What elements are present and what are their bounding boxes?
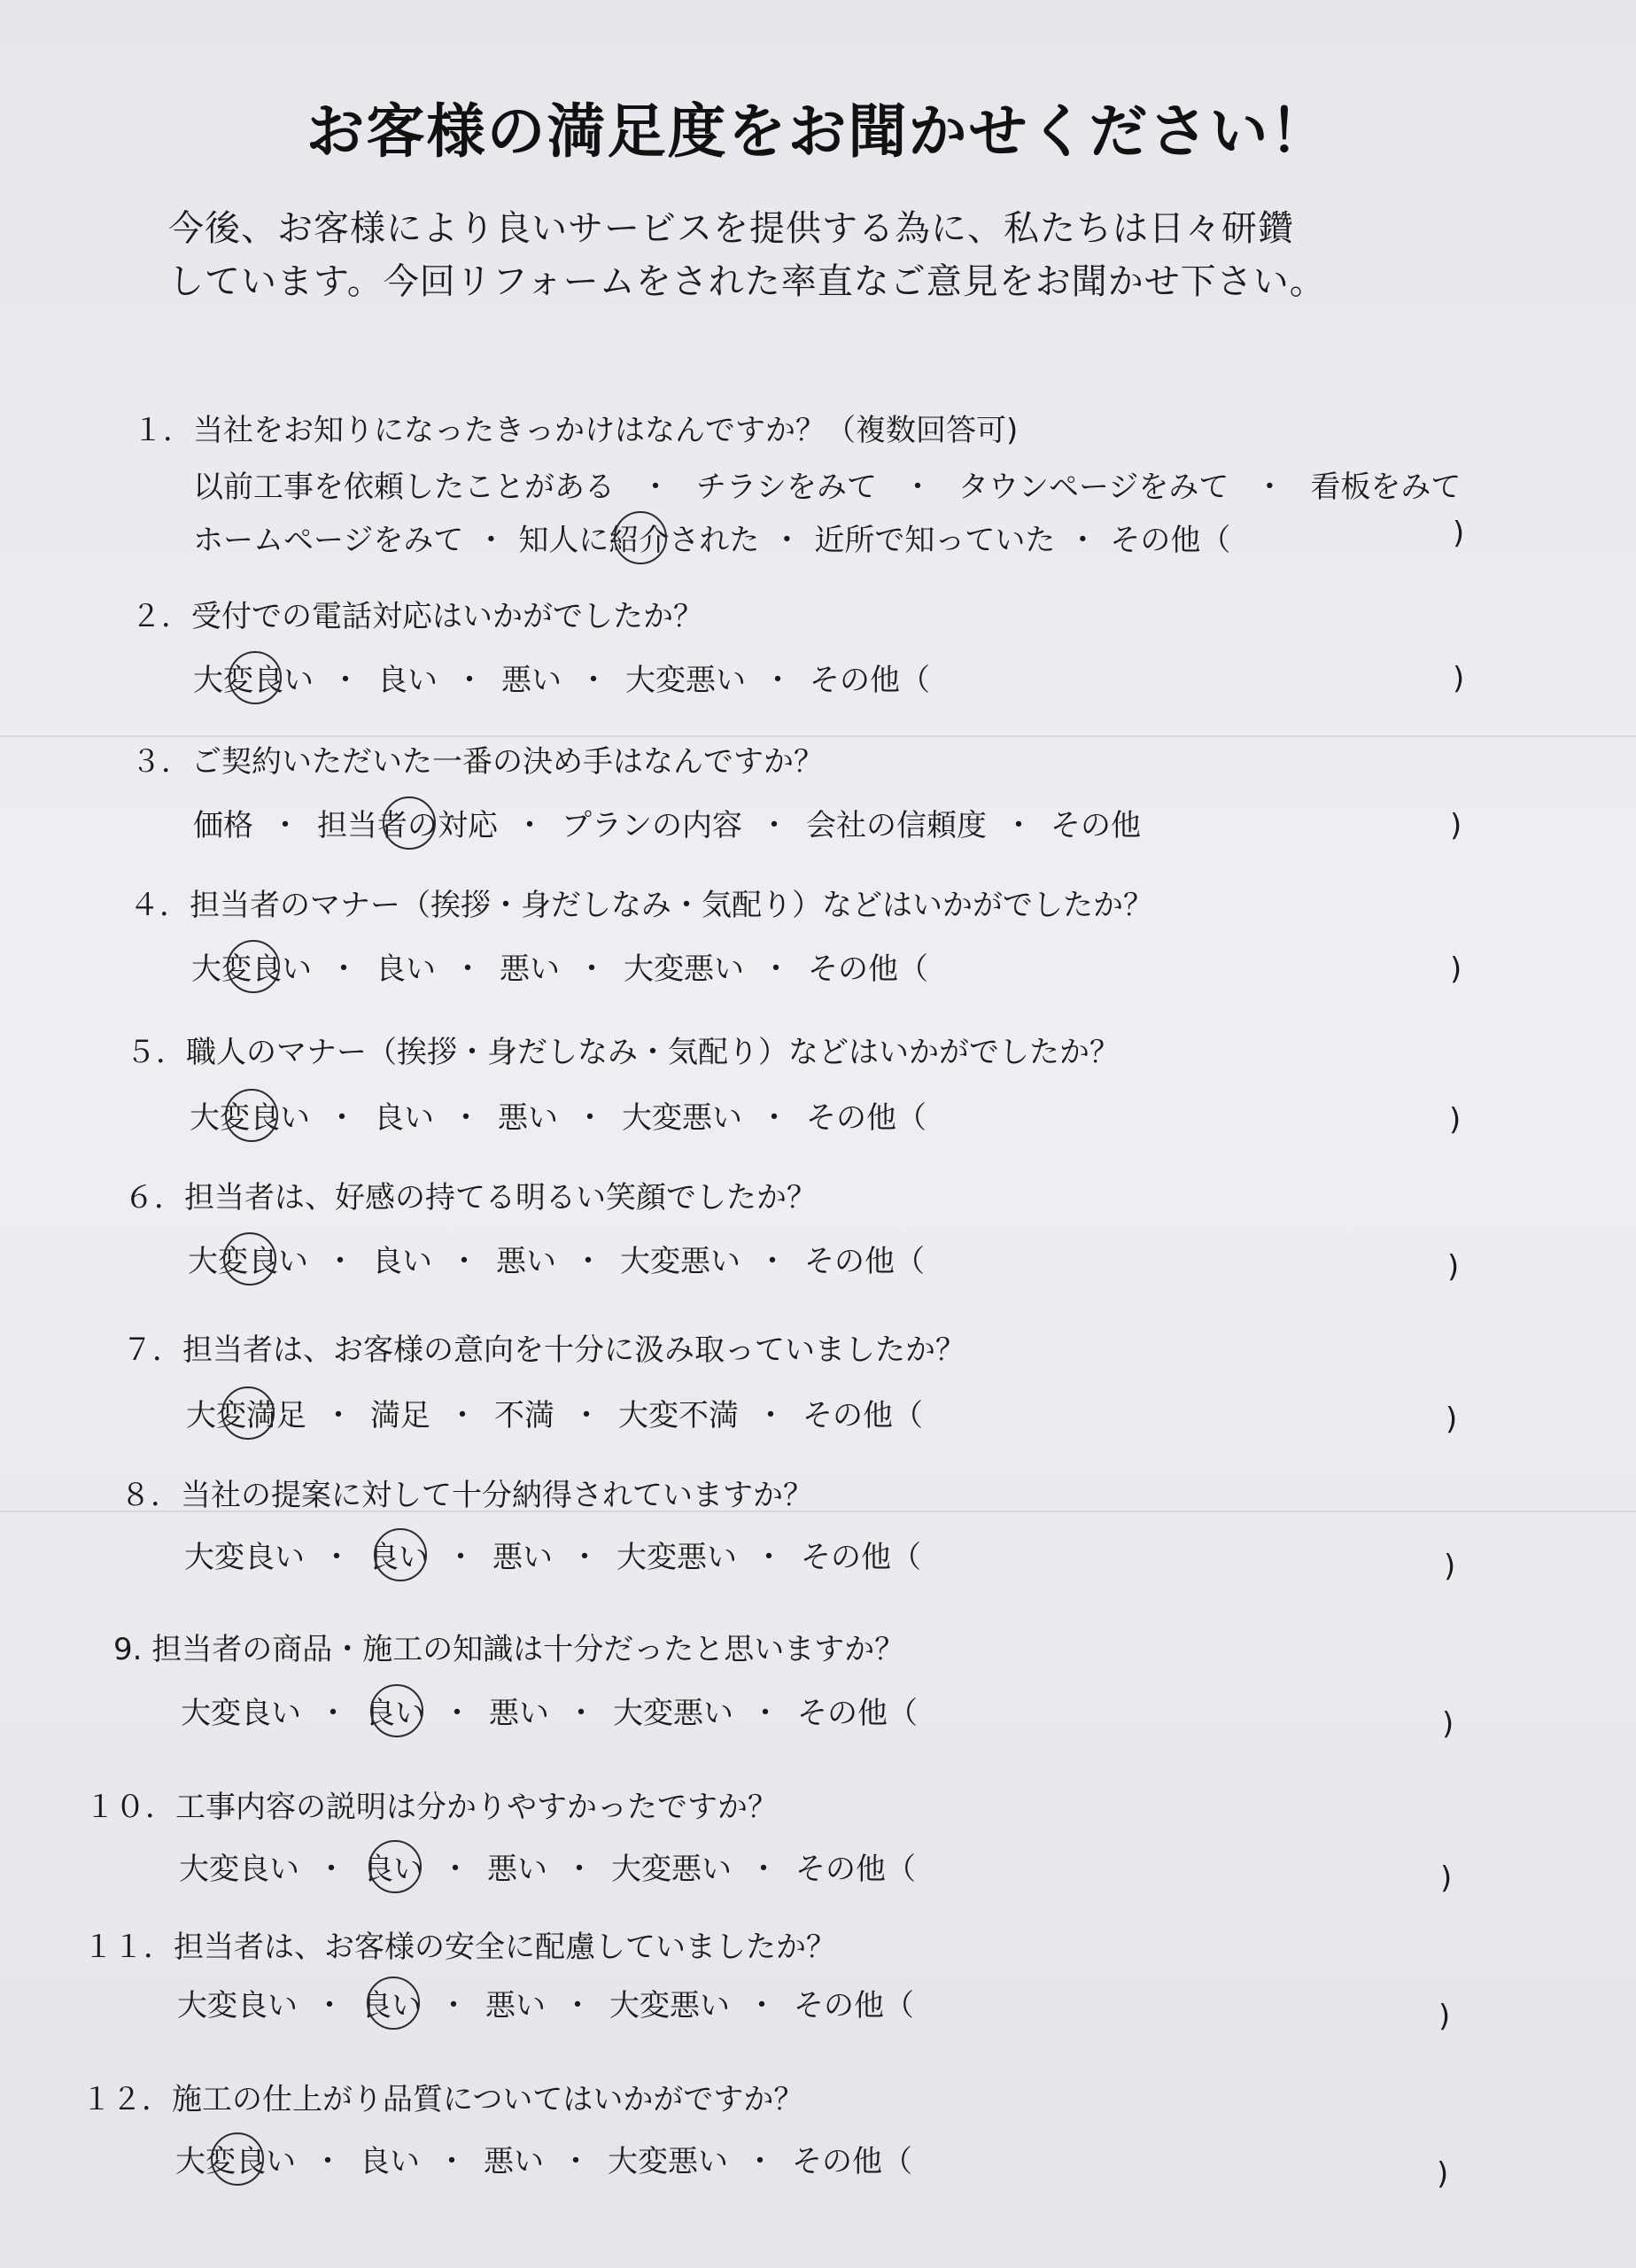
option-separator: ・ (442, 1696, 472, 1731)
option-separator: ・ (515, 808, 545, 843)
option-separator: ・ (449, 1244, 479, 1279)
answer-option[interactable]: 大変良い (175, 2137, 296, 2180)
answer-option[interactable]: その他（ (795, 1852, 916, 1887)
option-separator: ・ (561, 2144, 591, 2179)
handwritten-circle-mark (383, 796, 436, 850)
answer-option[interactable]: 悪い (492, 1540, 553, 1575)
answer-option[interactable]: 悪い (487, 1852, 547, 1887)
answer-option[interactable]: 悪い (500, 951, 560, 987)
option-separator: ・ (446, 1540, 476, 1575)
question-text: ６．担当者は、好感の持てる明るい笑顔でしたか？ (124, 1180, 817, 1216)
closing-parenthesis: ) (1437, 2156, 1449, 2192)
answer-option[interactable]: 看板をみて (1310, 470, 1462, 505)
handwritten-circle-mark (223, 1232, 276, 1285)
closing-parenthesis: ) (1450, 808, 1462, 843)
option-separator: ・ (903, 470, 933, 505)
question-text: ２．受付での電話対応はいかがでしたか？ (131, 599, 703, 634)
option-separator: ・ (573, 1244, 603, 1279)
answer-option[interactable]: 悪い (484, 2144, 544, 2179)
answer-options (186, 1391, 923, 1434)
page-title: お客様の満足度をお聞かせください！ (306, 97, 1330, 166)
answer-option[interactable]: 悪い (489, 1696, 549, 1731)
option-separator: ・ (763, 663, 793, 698)
answer-options (193, 801, 1141, 844)
question-text: １．当社をお知りになったきっかけはなんですか？（複数回答可) (133, 413, 1019, 448)
answer-option[interactable]: プランの内容 (562, 808, 742, 843)
answer-options (190, 1093, 927, 1137)
answer-option[interactable]: その他（ (797, 1696, 918, 1731)
answer-option[interactable]: 悪い (498, 1100, 558, 1136)
option-separator: ・ (454, 663, 485, 698)
question-text: ７．担当者は、お客様の意向を十分に汲み取っていましたか？ (122, 1332, 965, 1368)
answer-option[interactable]: その他（ (806, 1100, 927, 1136)
option-separator: ・ (451, 1100, 481, 1136)
answer-option[interactable]: 担当者の対応 (317, 801, 498, 844)
option-separator: ・ (447, 1398, 477, 1433)
option-separator: ・ (322, 1540, 352, 1575)
answer-option[interactable]: 悪い (496, 1244, 556, 1279)
answer-option[interactable]: 大変悪い (608, 2144, 728, 2179)
option-separator: ・ (771, 523, 802, 558)
closing-parenthesis: ) (1447, 1249, 1460, 1285)
option-separator: ・ (440, 1852, 470, 1887)
option-separator: ・ (476, 523, 507, 558)
answer-option[interactable]: 良い (376, 951, 436, 987)
answer-options (193, 462, 1461, 506)
option-separator: ・ (437, 2144, 467, 2179)
question-text: １１．担当者は、お客様の安全に配慮していましたか？ (83, 1930, 836, 1965)
answer-options (193, 656, 930, 699)
closing-parenthesis: ) (1446, 1402, 1458, 1437)
answer-option[interactable]: 良い (374, 1100, 434, 1136)
question-text: 9. 担当者の商品・施工の知識は十分だったと思いますか？ (113, 1632, 905, 1667)
option-separator: ・ (1004, 808, 1034, 843)
answer-option[interactable]: 大変良い (177, 1988, 298, 2023)
answer-option[interactable]: 以前工事を依頼したことがある (193, 470, 615, 505)
answer-option[interactable]: 近所で知っていた (814, 523, 1056, 558)
answer-option[interactable]: 大変良い (188, 1237, 308, 1280)
intro-text (168, 202, 1497, 308)
answer-option[interactable]: 良い (372, 1244, 432, 1279)
option-separator: ・ (562, 1988, 593, 2023)
intro-line: しています。今回リフォームをされた率直なご意見をお聞かせ下さい。 (168, 261, 1326, 302)
question-text: １０．工事内容の説明は分かりやすかったですか？ (85, 1790, 778, 1825)
option-separator: ・ (329, 951, 359, 987)
answer-option[interactable]: 大変悪い (613, 1696, 733, 1731)
option-separator: ・ (438, 1988, 469, 2023)
option-separator: ・ (759, 808, 789, 843)
answer-option[interactable]: タウンページをみて (958, 470, 1229, 505)
answer-option[interactable]: 大変悪い (622, 1100, 742, 1136)
answer-option[interactable]: その他（ (794, 1988, 914, 2023)
option-separator: ・ (318, 1696, 348, 1731)
option-separator: ・ (564, 1852, 594, 1887)
answer-option[interactable]: その他（ (804, 1244, 925, 1279)
option-separator: ・ (325, 1244, 355, 1279)
answer-options (191, 944, 928, 988)
closing-parenthesis: ) (1449, 1102, 1462, 1138)
answer-option[interactable]: 大変悪い (624, 951, 744, 987)
answer-option[interactable]: 大変悪い (611, 1852, 732, 1887)
option-separator: ・ (575, 1100, 605, 1136)
option-separator: ・ (270, 808, 300, 843)
question-text: ３．ご契約いただいた一番の決め手はなんですか？ (131, 744, 824, 780)
answer-option[interactable]: 満足 (370, 1398, 430, 1433)
question-text: ４．担当者のマナー（挨拶・身だしなみ・気配り）などはいかがでしたか？ (129, 888, 1153, 923)
option-separator: ・ (323, 1398, 353, 1433)
answer-option[interactable]: 大変満足 (186, 1391, 306, 1434)
answer-option[interactable]: 大変良い (190, 1093, 310, 1137)
question-text: ８．当社の提案に対して十分納得されていますか？ (120, 1478, 813, 1513)
answer-options (181, 1689, 918, 1732)
answer-option[interactable]: 大変悪い (620, 1244, 740, 1279)
option-separator: ・ (316, 1852, 346, 1887)
option-separator: ・ (578, 663, 609, 698)
option-separator: ・ (761, 951, 791, 987)
answer-option[interactable]: 良い (377, 663, 438, 698)
question-text: ５．職人のマナー（挨拶・身だしなみ・気配り）などはいかがでしたか？ (126, 1035, 1120, 1070)
closing-parenthesis: ) (1438, 1999, 1451, 2034)
closing-parenthesis: ) (1440, 1860, 1453, 1896)
option-separator: ・ (748, 1852, 779, 1887)
answer-option[interactable]: その他（ (1110, 523, 1231, 558)
answer-option[interactable]: 会社の信頼度 (806, 808, 987, 843)
answer-option[interactable]: 良い (361, 1981, 422, 2024)
answer-option[interactable]: 悪い (501, 663, 562, 698)
answer-option[interactable]: 大変悪い (625, 663, 746, 698)
option-separator: ・ (566, 1696, 596, 1731)
answer-options (179, 1845, 916, 1888)
intro-line: 今後、お客様により良いサービスを提供する為に、私たちは日々研鑽 (168, 208, 1294, 249)
option-separator: ・ (313, 2144, 343, 2179)
closing-parenthesis: ) (1442, 1706, 1454, 1742)
option-separator: ・ (314, 1988, 345, 2023)
answer-option[interactable]: 大変良い (179, 1852, 299, 1887)
handwritten-circle-mark (370, 1684, 423, 1737)
answer-options (177, 1981, 914, 2024)
option-separator: ・ (1254, 470, 1285, 505)
answer-option[interactable]: 良い (363, 1845, 423, 1888)
closing-parenthesis: ) (1450, 951, 1462, 987)
option-separator: ・ (745, 2144, 775, 2179)
answer-option[interactable]: その他（ (801, 1540, 921, 1575)
answer-option[interactable]: 大変悪い (616, 1540, 737, 1575)
answer-options (188, 1237, 925, 1280)
answer-option[interactable]: チラシをみて (696, 470, 877, 505)
closing-parenthesis: ) (1444, 1549, 1456, 1584)
option-separator: ・ (757, 1244, 787, 1279)
option-separator: ・ (327, 1100, 357, 1136)
handwritten-circle-mark (225, 1089, 278, 1142)
answer-option[interactable]: その他（ (792, 2144, 912, 2179)
answer-option[interactable]: その他（ (808, 951, 928, 987)
option-separator: ・ (571, 1398, 601, 1433)
handwritten-circle-mark (367, 1977, 420, 2030)
option-separator: ・ (747, 1988, 777, 2023)
answer-option[interactable]: 大変悪い (609, 1988, 730, 2023)
handwritten-circle-mark (221, 1386, 275, 1440)
closing-parenthesis: ) (1453, 516, 1465, 551)
handwritten-circle-mark (374, 1528, 427, 1581)
answer-options (193, 516, 1230, 559)
answer-option[interactable]: その他 (1051, 808, 1141, 843)
answer-options (175, 2137, 912, 2180)
handwritten-circle-mark (614, 511, 667, 564)
option-separator: ・ (453, 951, 483, 987)
answer-option[interactable]: 悪い (485, 1988, 546, 2023)
answer-option[interactable]: 知人に紹介された (518, 516, 759, 559)
answer-option[interactable]: 大変良い (184, 1540, 305, 1575)
option-separator: ・ (570, 1540, 600, 1575)
answer-option[interactable]: 良い (360, 2144, 420, 2179)
option-separator: ・ (756, 1398, 786, 1433)
option-separator: ・ (640, 470, 671, 505)
answer-option[interactable]: 大変良い (193, 656, 314, 699)
option-separator: ・ (330, 663, 361, 698)
answer-option[interactable]: その他（ (802, 1398, 923, 1433)
answer-option[interactable]: 大変不満 (618, 1398, 739, 1433)
answer-option[interactable]: 良い (365, 1689, 425, 1732)
question-text: １２．施工の仕上がり品質についてはいかがですか？ (81, 2082, 804, 2117)
option-separator: ・ (759, 1100, 789, 1136)
option-separator: ・ (750, 1696, 780, 1731)
option-separator: ・ (1067, 523, 1098, 558)
option-separator: ・ (754, 1540, 784, 1575)
answer-option[interactable]: ホームページをみて (193, 523, 464, 558)
answer-option[interactable]: その他（ (810, 663, 930, 698)
answer-option[interactable]: 大変良い (181, 1696, 301, 1731)
answer-option[interactable]: 価格 (193, 808, 253, 843)
handwritten-circle-mark (211, 2132, 264, 2186)
closing-parenthesis: ) (1453, 661, 1465, 696)
handwritten-circle-mark (229, 651, 282, 704)
answer-option[interactable]: 大変良い (191, 944, 312, 988)
handwritten-circle-mark (227, 940, 280, 993)
handwritten-circle-mark (368, 1840, 422, 1893)
answer-options (184, 1533, 921, 1576)
answer-option[interactable]: 良い (368, 1533, 429, 1576)
answer-option[interactable]: 不満 (494, 1398, 554, 1433)
option-separator: ・ (577, 951, 607, 987)
